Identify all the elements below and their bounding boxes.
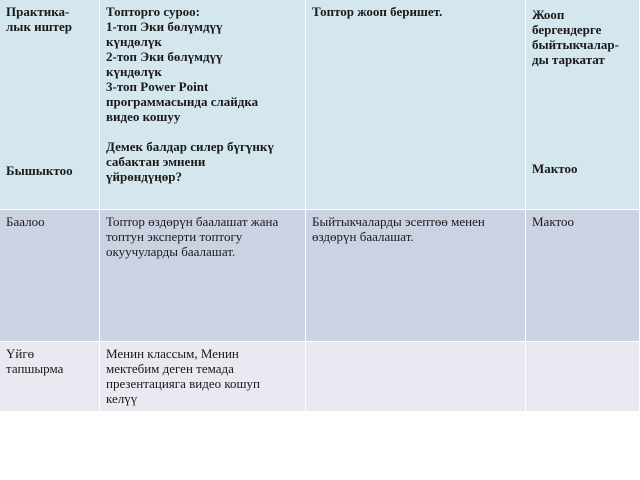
cell-bottom-text: Бышыктоо bbox=[6, 163, 73, 178]
cell-empty bbox=[306, 342, 526, 412]
cell-group-questions: Топторго суроо: 1-топ Эки бөлүмдүү күндөлүк 2-топ Эки бөлүмдүү күндөлүк 3-топ Power Point программасында слайдка видео кошуу Демек балдар силер бүгүнкү сабактан эмнени үйрөндүңөр? bbox=[100, 0, 306, 210]
cell-count-tokens: Быйтыкчаларды эсептөө менен өздөрүн баалашат. bbox=[306, 210, 526, 342]
cell-praise: Мактоо bbox=[526, 210, 640, 342]
cell-homework-task: Менин классым, Менин мектебим деген темада презентацияга видео кошуп келүү bbox=[100, 342, 306, 412]
cell-distribute-tokens bbox=[526, 0, 640, 210]
cell-groups-answer: Топтор жооп беришет. bbox=[306, 0, 526, 210]
cell-group-self-assessment: Топтор өздөрүн баалашат жана топтун эксперти топтогу окуучуларды баалашат. bbox=[100, 210, 306, 342]
cell-homework: Үйгө тапшырма bbox=[0, 342, 100, 412]
cell-top-text: Практика- лык иштер bbox=[6, 4, 73, 34]
cell-practical-work bbox=[0, 0, 100, 210]
cell-bottom-text: Мактоо bbox=[532, 161, 578, 176]
cell-assessment: Баалоо bbox=[0, 210, 100, 342]
cell-empty bbox=[526, 342, 640, 412]
cell-top-text: Жооп бергендерге быйтыкчалар- ды таркатат bbox=[532, 7, 619, 67]
